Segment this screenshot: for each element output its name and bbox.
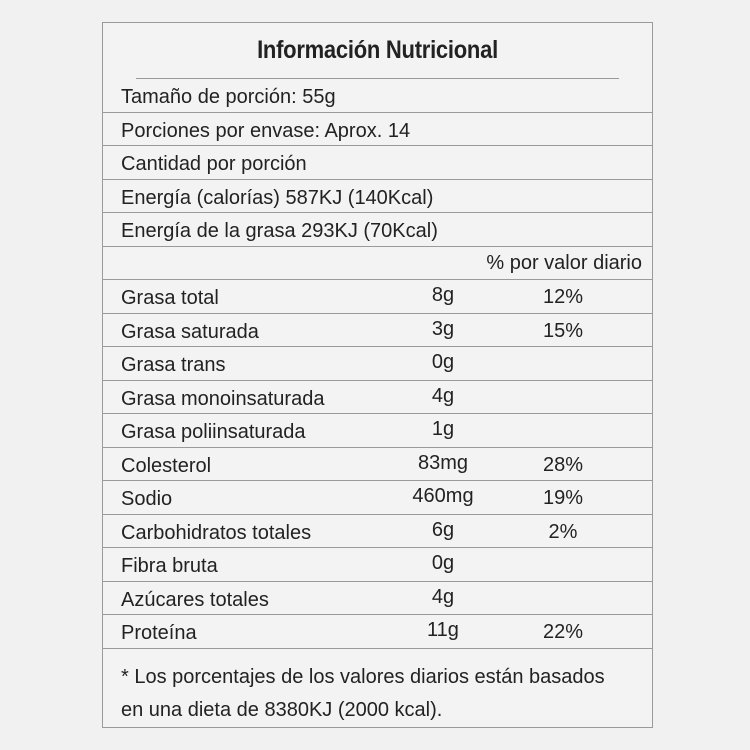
fat-energy-text: Energía de la grasa 293KJ (70Kcal) [121, 220, 438, 242]
table-title: Información Nutricional [136, 23, 619, 79]
servings-per-container-text: Porciones por envase: Aprox. 14 [121, 119, 411, 142]
nutrient-amount: 8g [431, 284, 455, 306]
nutrient-daily-value: 15% [542, 319, 584, 342]
nutrient-row [103, 414, 652, 448]
nutrient-name: Azúcares totales [121, 588, 269, 611]
nutrient-name: Grasa total [121, 287, 219, 309]
nutrient-row [103, 314, 652, 348]
servings-per-container-row [103, 113, 652, 147]
footnote-line: en una dieta de 8380KJ (2000 kcal). [121, 698, 443, 721]
nutrient-amount: 460mg [412, 485, 474, 507]
nutrient-name: Sodio [121, 488, 173, 510]
nutrient-amount: 1g [431, 418, 455, 440]
nutrient-name: Proteína [121, 622, 197, 644]
nutrient-name: Fibra bruta [121, 555, 218, 577]
serving-size-row [103, 79, 652, 113]
nutrient-name: Grasa trans [121, 354, 226, 376]
nutrient-name: Grasa saturada [121, 320, 259, 343]
nutrient-row [103, 548, 652, 582]
nutrient-row [103, 481, 652, 515]
nutrient-amount: 4g [431, 384, 455, 407]
nutrient-amount: 3g [431, 317, 455, 340]
footnote-line: * Los porcentajes de los valores diarios están basados [121, 665, 605, 688]
amount-per-serving-row [103, 146, 652, 180]
amount-per-serving-text: Cantidad por porción [121, 153, 307, 175]
nutrient-daily-value: 2% [548, 520, 578, 543]
nutrient-name: Grasa poliinsaturada [121, 421, 306, 443]
nutrient-row [103, 280, 652, 314]
nutrient-row [103, 448, 652, 482]
nutrition-facts-table [102, 22, 653, 728]
daily-value-header-row [103, 247, 652, 281]
nutrient-amount: 6g [431, 518, 455, 541]
nutrient-daily-value: 19% [542, 487, 584, 509]
nutrient-row [103, 615, 652, 649]
nutrient-name: Colesterol [121, 454, 212, 477]
serving-size-text: Tamaño de porción: 55g [121, 86, 336, 108]
nutrient-amount: 4g [431, 585, 455, 608]
nutrient-row [103, 381, 652, 415]
nutrient-amount: 0g [431, 351, 455, 373]
nutrient-name: Grasa monoinsaturada [121, 387, 325, 410]
nutrient-daily-value: 22% [542, 621, 584, 643]
nutrient-amount: 83mg [417, 451, 469, 474]
nutrient-daily-value: 28% [542, 453, 584, 476]
daily-value-header: % por valor diario [486, 251, 642, 274]
nutrient-row [103, 582, 652, 616]
nutrient-daily-value: 12% [542, 286, 584, 308]
footnote [103, 649, 652, 727]
energy-text: Energía (calorías) 587KJ (140Kcal) [121, 186, 434, 209]
energy-row [103, 180, 652, 214]
nutrient-amount: 11g [427, 619, 459, 641]
nutrient-name: Carbohidratos totales [121, 521, 312, 544]
nutrient-row [103, 515, 652, 549]
fat-energy-row [103, 213, 652, 247]
nutrient-amount: 0g [431, 552, 455, 574]
nutrient-row [103, 347, 652, 381]
